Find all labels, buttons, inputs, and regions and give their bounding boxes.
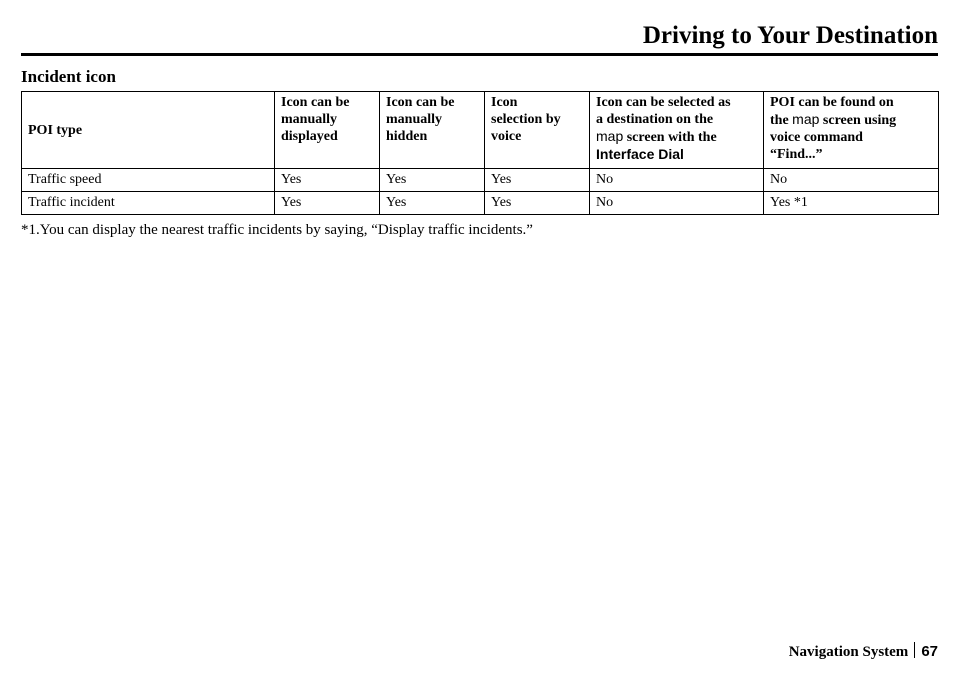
cell-destination: No bbox=[590, 192, 764, 215]
header-line: Icon can be selected as bbox=[596, 95, 731, 110]
header-line: “Find...” bbox=[770, 147, 823, 162]
header-line: voice bbox=[491, 129, 522, 144]
header-line: the bbox=[770, 113, 793, 128]
header-line: hidden bbox=[386, 129, 428, 144]
table-row bbox=[22, 169, 939, 192]
cell-voice-command: Yes *1 bbox=[764, 192, 939, 215]
header-manually-hidden bbox=[380, 92, 485, 169]
footer-divider bbox=[914, 642, 915, 658]
header-interface-dial: Interface Dial bbox=[596, 146, 684, 162]
header-destination-selectable bbox=[590, 92, 764, 169]
cell-displayed: Yes bbox=[275, 169, 380, 192]
header-line: displayed bbox=[281, 129, 338, 144]
cell-displayed: Yes bbox=[275, 192, 380, 215]
page-number: 67 bbox=[921, 643, 938, 660]
header-line: selection by bbox=[491, 112, 561, 127]
header-map-word: map bbox=[596, 128, 624, 144]
header-divider bbox=[21, 53, 938, 56]
header-manually-displayed bbox=[275, 92, 380, 169]
section-title: Incident icon bbox=[21, 67, 116, 86]
cell-hidden: Yes bbox=[380, 192, 485, 215]
header-line: Icon can be bbox=[386, 95, 455, 110]
header-voice-selection bbox=[485, 92, 590, 169]
footnote: *1.You can display the nearest traffic incidents by saying, “Display traffic incidents.” bbox=[21, 222, 533, 238]
footer-label: Navigation System bbox=[788, 644, 909, 660]
cell-voice-selection: Yes bbox=[485, 192, 590, 215]
header-line: voice command bbox=[770, 130, 863, 145]
header-poi-type-label: POI type bbox=[28, 122, 83, 138]
page-footer bbox=[789, 640, 938, 661]
header-line: Icon can be bbox=[281, 95, 350, 110]
page-title: Driving to Your Destination bbox=[642, 22, 938, 49]
header-line: a destination on the bbox=[596, 112, 714, 127]
cell-voice-selection: Yes bbox=[485, 169, 590, 192]
header-line: screen with the bbox=[623, 130, 717, 145]
header-poi-type bbox=[22, 92, 275, 169]
header-line: Icon bbox=[491, 95, 518, 110]
page-header bbox=[0, 0, 960, 60]
cell-destination: No bbox=[590, 169, 764, 192]
table-header-row bbox=[22, 92, 939, 169]
poi-table bbox=[21, 91, 939, 215]
header-voice-command bbox=[764, 92, 939, 169]
header-line: manually bbox=[281, 112, 338, 127]
cell-hidden: Yes bbox=[380, 169, 485, 192]
header-line: screen using bbox=[819, 113, 897, 128]
cell-voice-command: No bbox=[764, 169, 939, 192]
header-line: manually bbox=[386, 112, 443, 127]
table-row bbox=[22, 192, 939, 215]
cell-poi-type: Traffic incident bbox=[22, 192, 275, 215]
header-map-word: map bbox=[792, 111, 820, 127]
header-line: POI can be found on bbox=[770, 95, 894, 110]
cell-poi-type: Traffic speed bbox=[22, 169, 275, 192]
